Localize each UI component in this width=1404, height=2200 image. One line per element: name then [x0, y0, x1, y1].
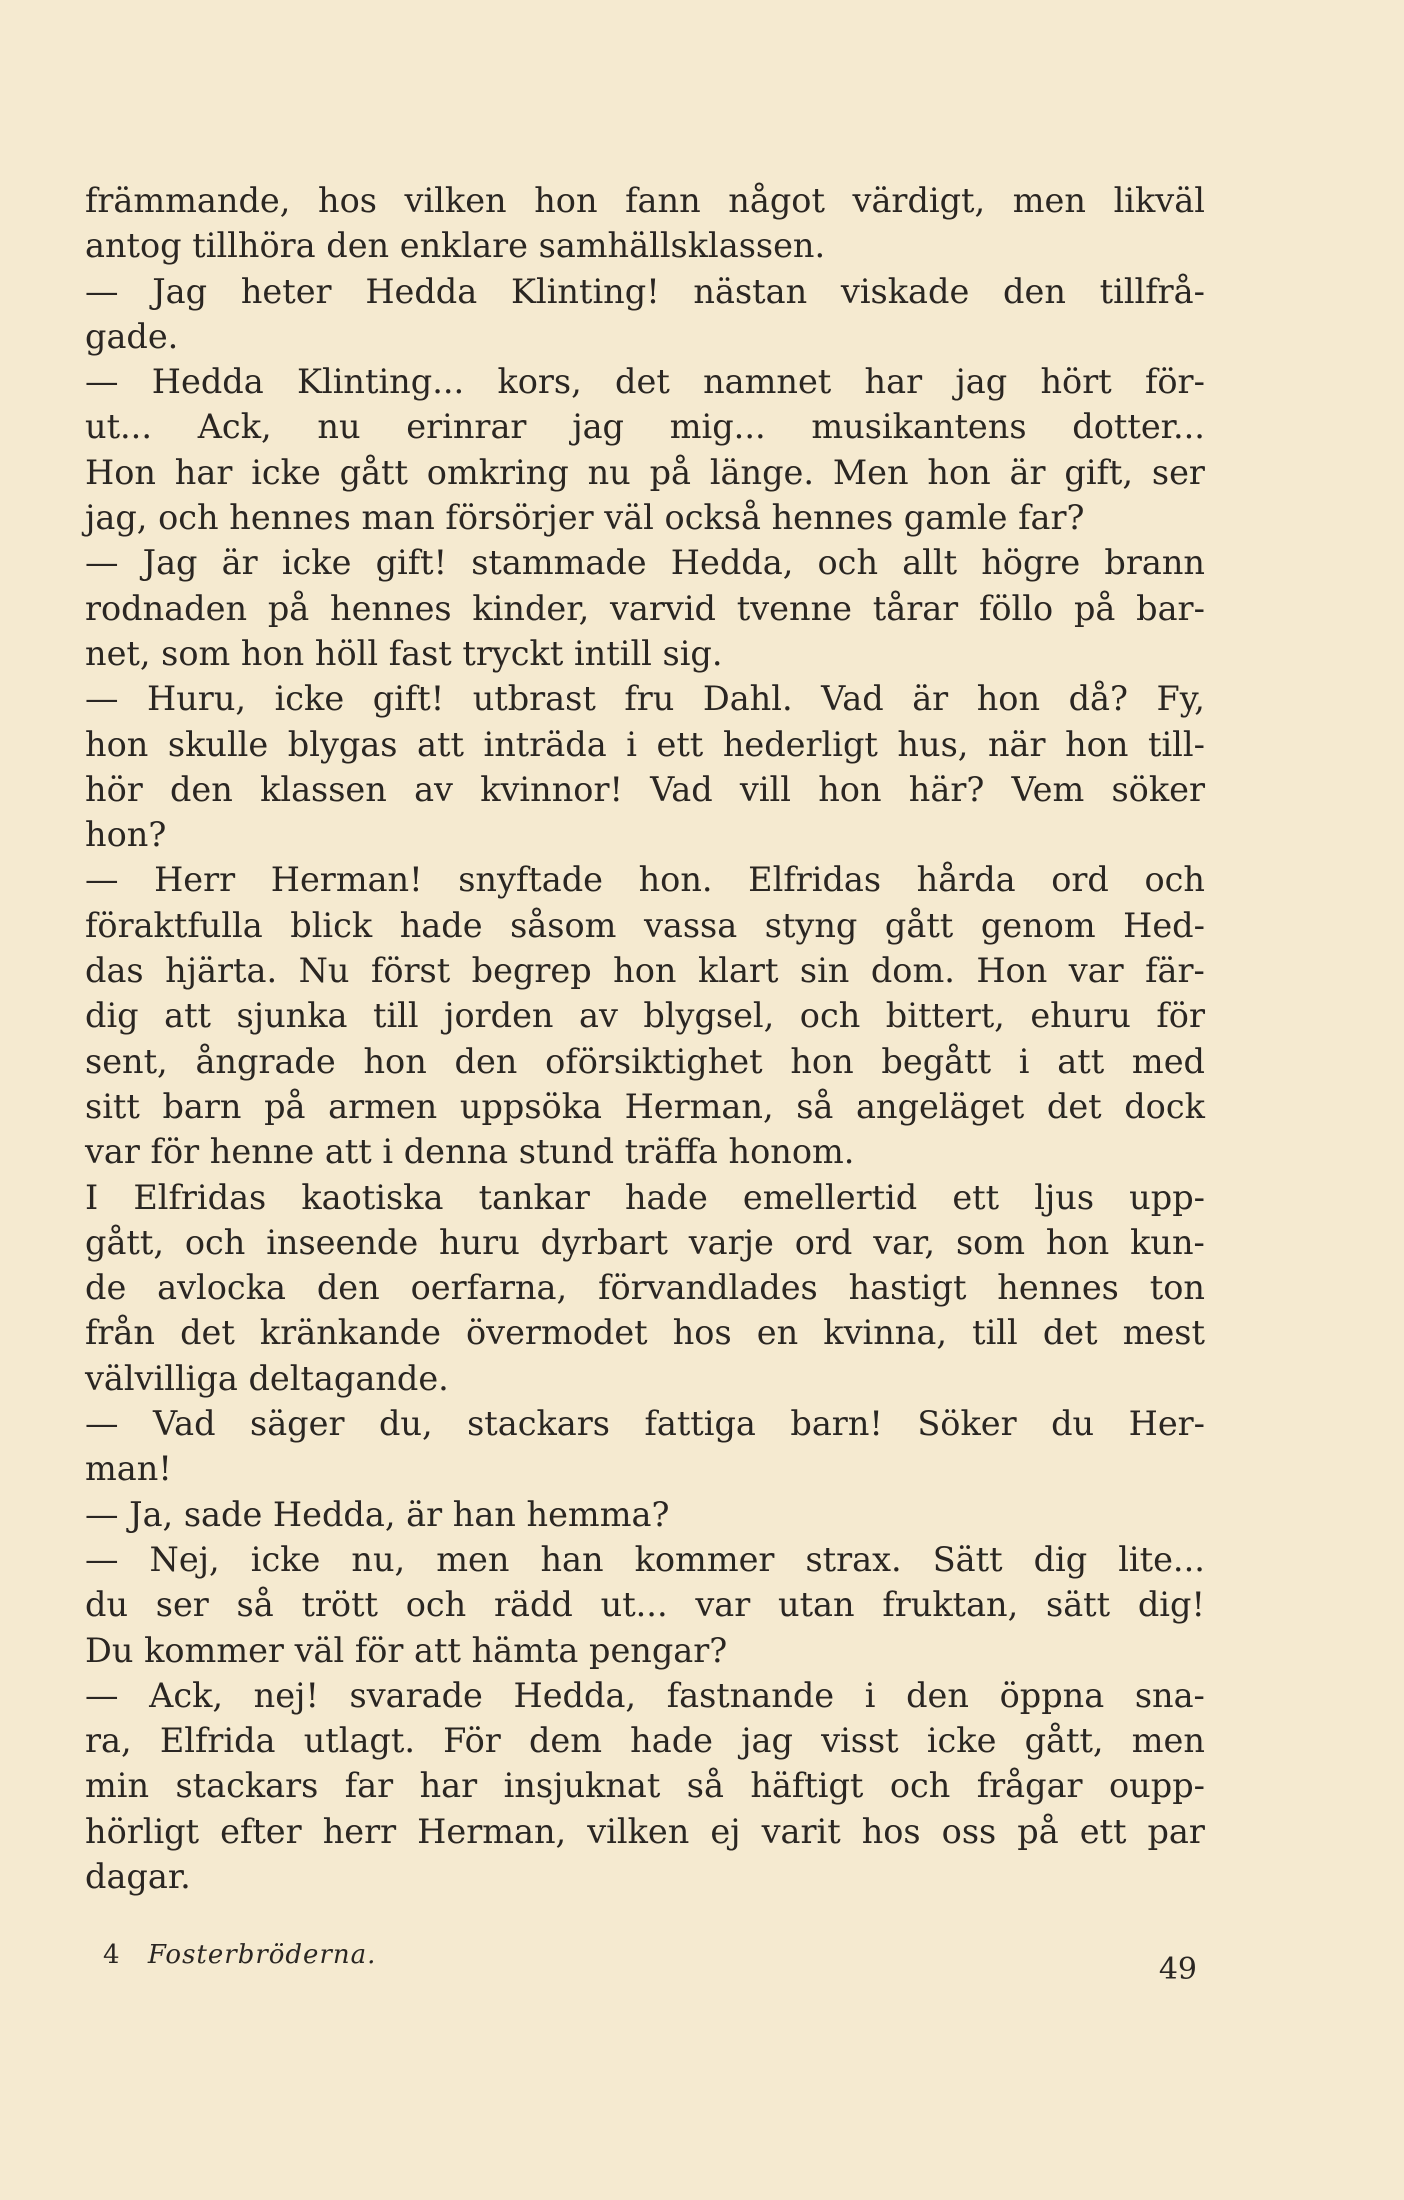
text-line: du ser så trött och rädd ut... var utan fruktan, sätt dig! [85, 1585, 1205, 1625]
text-line: hör den klassen av kvinnor! Vad vill hon här? Vem söker [85, 769, 1205, 809]
text-line: de avlocka den oerfarna, förvandlades hastigt hennes ton [85, 1268, 1205, 1308]
text-line: främmande, hos vilken hon fann något värdigt, men likväl [85, 181, 1205, 220]
text-line: gått, och inseende huru dyrbart varje ord var, som hon kun- [85, 1222, 1205, 1262]
text-line: net, som hon höll fast tryckt intill sig. [85, 633, 723, 673]
text-line: dagar. [85, 1856, 191, 1896]
text-line: var för henne att i denna stund träffa honom. [85, 1132, 855, 1172]
page-footer [103, 1940, 1205, 2000]
signature-line [103, 1940, 376, 1970]
text-line: gade. [85, 316, 179, 356]
text-line: — Hedda Klinting... kors, det namnet har jag hört för- [85, 362, 1205, 402]
text-line: Hon har icke gått omkring nu på länge. Men hon är gift, ser [85, 452, 1205, 492]
text-line: hon skulle blygas att inträda i ett hederligt hus, när hon till- [85, 724, 1205, 764]
text-line: hörligt efter herr Herman, vilken ej varit hos oss på ett par [85, 1811, 1205, 1851]
text-line: från det kränkande övermodet hos en kvinna, till det mest [85, 1313, 1205, 1353]
text-line: ut... Ack, nu erinrar jag mig... musikantens dotter... [85, 407, 1205, 447]
text-line: — Jag heter Hedda Klinting! nästan viskade den tillfrå- [85, 271, 1205, 311]
text-line: sent, ångrade hon den oförsiktighet hon begått i att med [85, 1041, 1205, 1081]
text-line: Du kommer väl för att hämta pengar? [85, 1630, 728, 1670]
text-line: — Huru, icke gift! utbrast fru Dahl. Vad är hon då? Fy, [85, 679, 1205, 719]
text-line: — Ja, sade Hedda, är han hemma? [85, 1494, 670, 1534]
text-line: hon? [85, 815, 167, 855]
text-line: rodnaden på hennes kinder, varvid tvenne tårar föllo på bar- [85, 588, 1205, 628]
text-line: välvilliga deltagande. [85, 1358, 449, 1398]
text-line: das hjärta. Nu först begrep hon klart sin dom. Hon var fär- [85, 951, 1205, 991]
page-number: 49 [1158, 1952, 1197, 1987]
text-line: jag, och hennes man försörjer väl också hennes gamle far? [85, 498, 1085, 538]
signature-mark: 4 [103, 1940, 120, 1970]
text-line: antog tillhöra den enklare samhällsklassen. [85, 226, 826, 266]
text-line: — Jag är icke gift! stammade Hedda, och allt högre brann [85, 543, 1205, 583]
text-line: I Elfridas kaotiska tankar hade emellertid ett ljus upp- [85, 1177, 1205, 1217]
body-text [85, 178, 1205, 1899]
text-line: ra, Elfrida utlagt. För dem hade jag visst icke gått, men [85, 1721, 1205, 1761]
text-line: man! [85, 1449, 172, 1489]
text-line: föraktfulla blick hade såsom vassa styng gått genom Hed- [85, 905, 1205, 945]
signature-title: Fosterbröderna. [147, 1940, 377, 1970]
text-line: — Ack, nej! svarade Hedda, fastnande i den öppna sna- [85, 1675, 1205, 1715]
text-line: — Nej, icke nu, men han kommer strax. Sätt dig lite... [85, 1539, 1205, 1579]
text-line: sitt barn på armen uppsöka Herman, så angeläget det dock [85, 1086, 1205, 1126]
text-line: — Vad säger du, stackars fattiga barn! Söker du Her- [85, 1404, 1205, 1444]
text-line: dig att sjunka till jorden av blygsel, och bittert, ehuru för [85, 996, 1205, 1036]
text-line: min stackars far har insjuknat så häftigt och frågar oupp- [85, 1766, 1205, 1806]
text-line: — Herr Herman! snyftade hon. Elfridas hårda ord och [85, 860, 1205, 900]
